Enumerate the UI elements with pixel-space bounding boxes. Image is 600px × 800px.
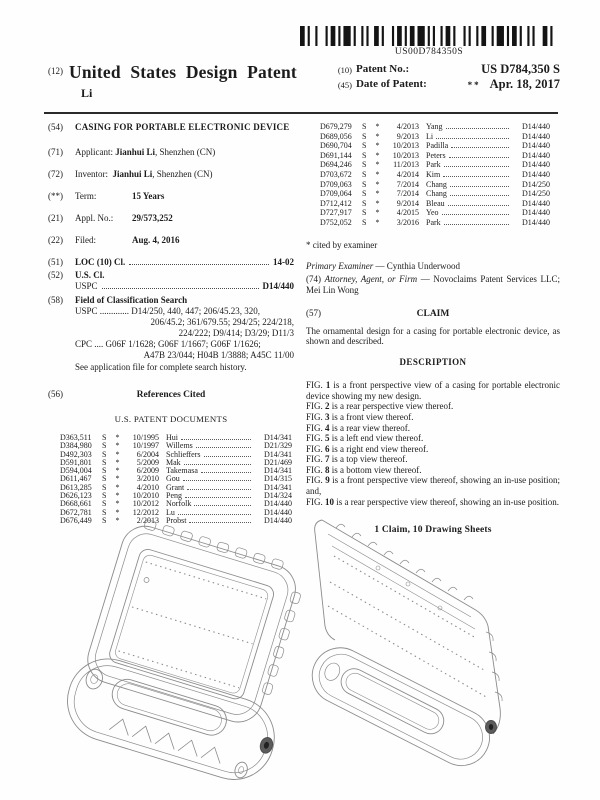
cited-date: 7/2014 [396, 189, 419, 199]
table-row [320, 199, 550, 209]
field-number: (**) [48, 191, 63, 201]
patent-no-label: Patent No.: [355, 63, 410, 75]
inventor-label: Inventor: [75, 169, 108, 179]
kind-code: S [102, 515, 107, 525]
field-number: (54) [48, 122, 63, 132]
cited-inventor: Park [426, 160, 441, 170]
us-patent-documents-heading: U.S. PATENT DOCUMENTS [114, 414, 228, 424]
table-row [320, 189, 550, 199]
cited-patent-number: D709,064 [320, 189, 352, 199]
date-label: Date of Patent: [355, 78, 427, 90]
us-cl-label: U.S. Cl. [75, 270, 105, 280]
examiner-cited-marker: * [115, 507, 120, 517]
cited-inventor: Probst [166, 515, 187, 525]
cited-inventor: Kim [426, 169, 441, 179]
kind-code: S [102, 466, 107, 476]
examiner-cited-marker: * [375, 179, 380, 189]
cited-date: 10/1995 [132, 433, 159, 442]
cited-date: 10/1997 [132, 441, 159, 451]
examiner-cited-marker: * [115, 499, 120, 509]
cited-class: D21/469 [264, 457, 292, 467]
cited-patent-number: D384,980 [60, 441, 92, 451]
cited-patent-number: D672,781 [60, 507, 92, 517]
cited-class: D14/440 [522, 217, 550, 227]
cited-class: D14/440 [522, 198, 550, 208]
barcode [300, 26, 558, 57]
cited-patent-number: D363,511 [60, 433, 92, 442]
cited-date: 5/2009 [136, 457, 159, 467]
field-appl-no [48, 213, 294, 224]
fcs-cpc-lines [75, 339, 294, 361]
cited-date: 4/2015 [396, 208, 419, 218]
examiner-cited-marker: * [115, 466, 120, 476]
examiner-cited-marker: * [375, 217, 380, 227]
cited-inventor: Padilla [426, 141, 449, 151]
figure-description-line: FIG. 7 is a top view thereof. [306, 454, 408, 465]
table-row [320, 141, 550, 151]
inventor-location: , Shenzhen (CN) [152, 169, 213, 179]
cited-inventor: Hui [166, 433, 178, 442]
table-row [320, 170, 550, 180]
kind-code: S [102, 482, 107, 492]
cited-date: 4/2013 [396, 122, 419, 131]
cited-date: 10/2013 [392, 150, 419, 160]
cited-date: 10/2010 [132, 491, 159, 501]
cited-inventor: Peters [426, 150, 446, 160]
appl-no-label: Appl. No.: [75, 213, 114, 223]
applicant-name: Jianhui Li [115, 147, 156, 157]
cited-class: D14/250 [522, 189, 550, 199]
cited-class: D14/440 [264, 515, 292, 525]
date-code: (45) [337, 80, 352, 90]
figure-description-line: FIG. 1 is a front perspective view of a casing for portable electronic device showing my new design. [306, 380, 561, 401]
applicant-location: , Shenzhen (CN) [155, 147, 216, 157]
cited-class: D14/341 [264, 466, 292, 476]
table-row [320, 122, 550, 132]
patent-no-code: (10) [337, 65, 352, 75]
kind-code: (12) [48, 66, 63, 76]
cited-inventor: Chang [426, 179, 447, 189]
uspc-label: USPC [75, 281, 98, 291]
cited-patent-number: D690,704 [320, 141, 352, 151]
cited-inventor: Chang [426, 189, 447, 199]
cited-date: 9/2013 [396, 131, 419, 141]
dot-leader [184, 464, 251, 465]
us-patent-documents-table-right [306, 122, 560, 228]
cited-class: D14/440 [264, 507, 292, 517]
two-column-body [48, 122, 560, 536]
field-number: (52) [48, 270, 63, 280]
field-number: (22) [48, 235, 63, 245]
dot-leader [185, 497, 251, 498]
dot-leader [196, 447, 251, 448]
patent-date: Apr. 18, 2017 [489, 77, 560, 91]
barcode-number: US00D784350S [394, 47, 464, 57]
cited-patent-number: D594,004 [60, 466, 92, 476]
figure-description-line: FIG. 8 is a bottom view thereof. [306, 464, 422, 475]
cited-date: 12/2012 [132, 507, 159, 517]
cited-date: 10/2013 [392, 141, 419, 151]
dot-leader [450, 186, 509, 187]
figure-description-line: FIG. 4 is a rear view thereof. [306, 422, 410, 433]
uspc-value: D14/440 [262, 281, 294, 291]
dot-leader [129, 264, 269, 265]
term-value: 15 Years [132, 191, 165, 201]
dot-leader [442, 214, 509, 215]
dot-leader [443, 176, 509, 177]
cited-class: D14/440 [522, 122, 550, 131]
figure-description-line: FIG. 2 is a rear perspective view thereof. [306, 401, 454, 412]
examiner-cited-marker: * [375, 131, 380, 141]
cited-class: D14/440 [522, 150, 550, 160]
dot-leader [194, 505, 251, 506]
dot-leader [449, 157, 509, 158]
left-column [48, 122, 294, 536]
claims-sheets-summary: 1 Claim, 10 Drawing Sheets [374, 525, 492, 536]
appl-no-value: 29/573,252 [132, 213, 173, 223]
dot-leader [444, 224, 509, 225]
dot-leader [450, 195, 509, 196]
cited-date: 10/2012 [132, 499, 159, 509]
kind-code: S [102, 441, 107, 451]
filed-label: Filed: [75, 235, 97, 245]
header-divider [44, 112, 558, 114]
cited-patent-number: D703,672 [320, 169, 352, 179]
term-asterisks: ** [467, 80, 481, 90]
cited-date: 9/2014 [396, 198, 419, 208]
field-number: (56) [48, 389, 63, 399]
dot-leader [444, 166, 509, 167]
cited-class: D14/324 [264, 491, 292, 501]
cited-date: 4/2014 [396, 169, 419, 179]
classification-line: CPC .... G06F 1/1628; G06F 1/1667; G06F 1/1626; [75, 339, 261, 349]
table-row [320, 160, 550, 170]
dot-leader [448, 205, 509, 206]
fcs-uspc-lines [75, 306, 294, 339]
figure-description-line: FIG. 6 is a right end view thereof. [306, 443, 429, 454]
field-title [48, 122, 294, 133]
cited-date: 3/2010 [136, 474, 159, 484]
filed-date: Aug. 4, 2016 [132, 235, 180, 245]
cited-patent-number: D752,052 [320, 217, 352, 227]
cited-class: D14/440 [522, 208, 550, 218]
attorney-line: (74) Attorney, Agent, or Firm — Novoclaims Patent Services LLC; Mei Lin Wong [306, 273, 561, 295]
field-number: (57) [306, 307, 321, 318]
examiner-cited-marker: * [115, 474, 120, 484]
examiner-cited-marker: * [375, 141, 380, 151]
dot-leader [436, 138, 509, 139]
cited-date: 3/2016 [396, 217, 419, 227]
cited-date: 6/2009 [136, 466, 159, 476]
field-applicant [48, 147, 294, 158]
examiner-cited-marker: * [115, 441, 120, 451]
field-classification-search [48, 295, 294, 373]
cited-class: D21/329 [264, 441, 292, 451]
examiner-cited-marker: * [115, 457, 120, 467]
classification-line: USPC ............. D14/250, 440, 447; 206/45.23, 320, [75, 306, 261, 316]
kind-code: S [102, 433, 107, 442]
cited-inventor: Schlieffers [166, 449, 201, 459]
cited-inventor: Li [426, 131, 434, 141]
examiner-cited-marker: * [375, 169, 380, 179]
table-row [320, 208, 550, 218]
field-number: (71) [48, 147, 63, 157]
field-term [48, 191, 294, 202]
field-number: (72) [48, 169, 63, 179]
cited-patent-number: D712,412 [320, 198, 352, 208]
field-inventor [48, 169, 294, 180]
cited-inventor: Gou [166, 474, 180, 484]
cited-class: D14/440 [522, 160, 550, 170]
cited-inventor: Park [426, 217, 441, 227]
kind-code: S [102, 474, 107, 484]
fcs-note: See application file for complete search history. [75, 362, 247, 372]
examiner-cited-marker: * [115, 449, 120, 459]
cited-patent-number: D591,801 [60, 457, 92, 467]
field-number: (51) [48, 257, 63, 267]
kind-code: S [362, 160, 367, 170]
attorney-name: Novoclaims Patent Services LLC; Mei Lin Wong [306, 273, 561, 295]
dot-leader [102, 288, 259, 289]
cited-patent-number: D709,063 [320, 179, 352, 189]
cited-patent-number: D727,917 [320, 208, 352, 218]
cited-class: D14/341 [264, 433, 292, 442]
kind-code: S [102, 507, 107, 517]
loc-value: 14-02 [273, 257, 294, 267]
table-row [320, 218, 550, 228]
cited-inventor: Grant [166, 482, 185, 492]
table-row [320, 180, 550, 190]
cited-patent-number: D694,246 [320, 160, 352, 170]
page-title: United States Design Patent [69, 62, 297, 82]
drawing-sheet [0, 512, 600, 800]
cited-inventor: Yeo [426, 208, 439, 218]
figure-description-line: FIG. 3 is a front view thereof. [306, 411, 414, 422]
invention-title: CASING FOR PORTABLE ELECTRONIC DEVICE [75, 122, 290, 132]
cited-inventor: Lu [166, 507, 175, 517]
figure-description-line: FIG. 10 is a rear perspective view thereof, showing an in-use position. [306, 496, 559, 507]
examiner-cited-marker: * [115, 433, 120, 442]
header-right [338, 62, 560, 101]
primary-examiner-line: Primary Examiner — Cynthia Underwood [306, 260, 460, 271]
cited-inventor: Bleau [426, 198, 445, 208]
cited-patent-number: D679,279 [320, 122, 352, 131]
table-row [320, 151, 550, 161]
term-label: Term: [75, 191, 97, 201]
kind-code: S [362, 208, 367, 218]
kind-code: S [362, 122, 367, 131]
examiner-cited-marker: * [115, 491, 120, 501]
patent-number: US D784,350 S [481, 62, 560, 76]
figure-descriptions [306, 380, 560, 507]
inventor-surname: Li [81, 86, 93, 100]
figure-description-line: FIG. 9 is a front perspective view thereof, showing an in-use position; and, [306, 475, 561, 497]
claim-heading: (57) CLAIM [306, 307, 450, 319]
references-cited-heading: (56) References Cited [48, 389, 206, 400]
rear-perspective-drawing [288, 512, 560, 788]
examiner-cited-marker: * [115, 482, 120, 492]
cited-date: 7/2014 [396, 179, 419, 189]
table-row [320, 132, 550, 142]
dot-leader [446, 128, 509, 129]
field-filed [48, 235, 294, 246]
kind-code: S [102, 457, 107, 467]
dot-leader [183, 480, 251, 481]
classification-line: 224/222; D9/414; D3/29; D11/3 [178, 328, 294, 338]
examiner-name: Cynthia Underwood [386, 260, 460, 271]
cited-class: D14/440 [264, 499, 292, 509]
cited-date: 4/2010 [136, 482, 159, 492]
front-perspective-drawing [38, 514, 323, 800]
cited-inventor: Yang [426, 122, 443, 131]
kind-code: S [362, 150, 367, 160]
kind-code: S [362, 217, 367, 227]
examiner-cited-marker: * [115, 515, 120, 525]
kind-code: S [362, 141, 367, 151]
examiner-cited-marker: * [375, 198, 380, 208]
classification-line: 206/45.2; 361/679.55; 294/25; 224/218, [150, 317, 294, 327]
claim-text: The ornamental design for a casing for portable electronic device, as shown and described. [306, 325, 560, 347]
cited-inventor: Norfolk [166, 499, 192, 509]
barcode-bars-image [300, 26, 558, 46]
classification-line: A47B 23/044; H04B 1/3888; A45C 11/00 [143, 350, 294, 360]
kind-code: S [102, 449, 107, 459]
inventor-name: Jianhui Li [112, 169, 153, 179]
loc-label: LOC (10) Cl. [75, 257, 126, 267]
field-number: (21) [48, 213, 63, 223]
cited-inventor: Takemasa [166, 466, 198, 476]
cited-class: D14/440 [522, 169, 550, 179]
cited-inventor: Peng [166, 491, 182, 501]
kind-code: S [362, 131, 367, 141]
figure-description-line: FIG. 5 is a left end view thereof. [306, 433, 424, 444]
cited-patent-number: D626,123 [60, 491, 92, 501]
dot-leader [181, 439, 251, 440]
cited-class: D14/440 [522, 131, 550, 141]
examiner-cited-marker: * [375, 189, 380, 199]
dot-leader [204, 456, 251, 457]
header-left [48, 62, 338, 101]
examiner-cited-marker: * [375, 150, 380, 160]
right-column [306, 122, 560, 536]
cited-inventor: Willems [166, 441, 193, 451]
cited-patent-number: D668,661 [60, 499, 92, 509]
cited-date: 6/2004 [136, 449, 159, 459]
dot-leader [451, 147, 509, 148]
cited-class: D14/341 [264, 482, 292, 492]
cited-inventor: Mak [166, 457, 181, 467]
fcs-heading: Field of Classification Search [75, 295, 188, 305]
applicant-label: Applicant: [75, 147, 113, 157]
cited-patent-number: D613,285 [60, 482, 92, 492]
field-loc-class [48, 257, 294, 268]
cited-date: 2/2013 [136, 515, 159, 525]
cited-by-examiner-note: * cited by examiner [306, 239, 378, 250]
description-heading: DESCRIPTION [399, 357, 467, 368]
kind-code: S [362, 198, 367, 208]
cited-patent-number: D492,303 [60, 449, 92, 459]
cited-patent-number: D676,449 [60, 515, 92, 525]
examiner-cited-marker: * [375, 122, 380, 131]
cited-class: D14/250 [522, 179, 550, 189]
table-row [60, 500, 292, 508]
kind-code: S [102, 499, 107, 509]
field-us-cl [48, 270, 294, 292]
header [48, 62, 560, 101]
kind-code: S [362, 179, 367, 189]
cited-patent-number: D689,056 [320, 131, 352, 141]
cited-class: D14/315 [264, 474, 292, 484]
cited-patent-number: D691,144 [320, 150, 352, 160]
cited-date: 11/2013 [393, 160, 419, 170]
cited-class: D14/341 [264, 449, 292, 459]
kind-code: S [102, 491, 107, 501]
kind-code: S [362, 169, 367, 179]
cited-patent-number: D611,467 [60, 474, 92, 484]
field-number: (58) [48, 295, 63, 305]
examiner-cited-marker: * [375, 160, 380, 170]
examiner-cited-marker: * [375, 208, 380, 218]
dot-leader [187, 489, 251, 490]
cited-class: D14/440 [522, 141, 550, 151]
dot-leader [201, 472, 251, 473]
kind-code: S [362, 189, 367, 199]
